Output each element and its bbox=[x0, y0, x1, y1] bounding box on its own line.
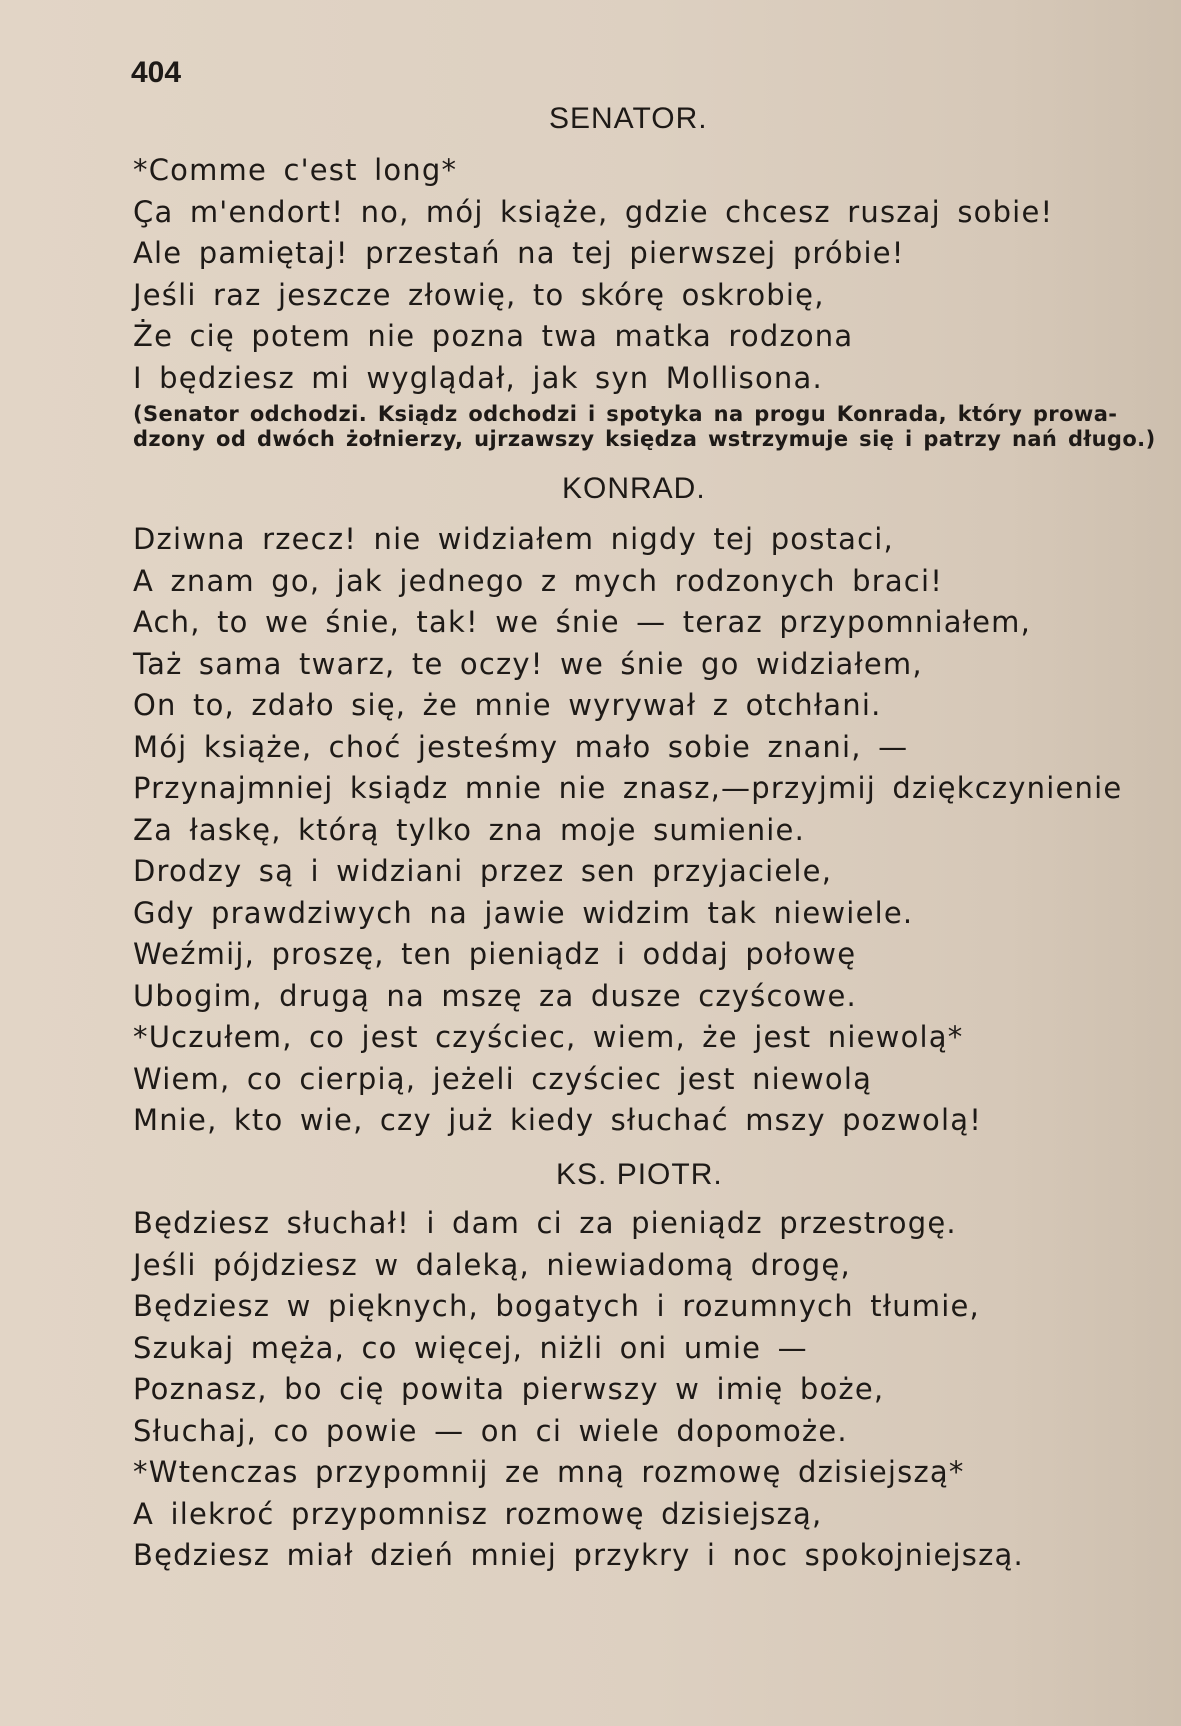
verse-line: *Uczułem, co jest czyściec, wiem, że jest niewolą* bbox=[133, 1020, 964, 1054]
verse-line: Ça m'endort! no, mój książe, gdzie chcesz ruszaj sobie! bbox=[133, 194, 1054, 229]
verse-line: Przynajmniej ksiądz mnie nie znasz,—przyjmij dziękczynienie bbox=[133, 771, 1123, 805]
verse-line: Gdy prawdziwych na jawie widzim tak niewiele. bbox=[133, 895, 914, 930]
stage-direction bbox=[133, 402, 1156, 452]
verse-line: A znam go, jak jednego z mych rodzonych braci! bbox=[133, 563, 944, 598]
verse-line: *Comme c'est long* bbox=[133, 153, 458, 187]
verse-line: Taż sama twarz, te oczy! we śnie go widziałem, bbox=[133, 646, 923, 681]
verse-line: Poznasz, bo cię powita pierwszy w imię boże, bbox=[133, 1372, 885, 1406]
verse-line: Szukaj męża, co więcej, niżli oni umie — bbox=[133, 1330, 808, 1365]
page-number: 404 bbox=[131, 56, 182, 89]
verse-line: Mnie, kto wie, czy już kiedy słuchać mszy pozwolą! bbox=[133, 1103, 983, 1137]
verse-line: A ilekroć przypomnisz rozmowę dzisiejszą, bbox=[133, 1496, 823, 1531]
verse-line: Że cię potem nie pozna twa matka rodzona bbox=[133, 319, 854, 353]
verse-line: Mój książe, choć jesteśmy mało sobie znani, — bbox=[133, 729, 909, 764]
verse-line: Dziwna rzecz! nie widziałem nigdy tej postaci, bbox=[133, 522, 894, 556]
verse-line: Ach, to we śnie, tak! we śnie — teraz przypomniałem, bbox=[133, 605, 1032, 639]
verse-line: Słuchaj, co powie — on ci wiele dopomoże. bbox=[133, 1413, 848, 1448]
verse-line: Za łaskę, którą tylko zna moje sumienie. bbox=[133, 812, 806, 847]
verse-line: Wiem, co cierpią, jeżeli czyściec jest niewolą bbox=[133, 1061, 873, 1096]
verse-line: I będziesz mi wyglądał, jak syn Mollisona. bbox=[133, 360, 823, 395]
verse-line: Będziesz słuchał! i dam ci za pieniądz przestrogę. bbox=[133, 1206, 957, 1240]
verse-line: Będziesz w pięknych, bogatych i rozumnych tłumie, bbox=[133, 1289, 980, 1323]
verse-line: Ubogim, drugą na mszę za dusze czyścowe. bbox=[133, 978, 857, 1013]
speaker-konrad: KONRAD. bbox=[562, 472, 706, 505]
verse-line: Jeśli pójdziesz w daleką, niewiadomą drogę, bbox=[133, 1247, 851, 1282]
verse-line: Drodzy są i widziani przez sen przyjaciele, bbox=[133, 854, 833, 888]
speaker-senator: SENATOR. bbox=[549, 102, 708, 135]
verse-line: Weźmij, proszę, ten pieniądz i oddaj połowę bbox=[133, 937, 857, 971]
verse-line: On to, zdało się, że mnie wyrywał z otchłani. bbox=[133, 688, 882, 722]
verse-line: *Wtenczas przypomnij ze mną rozmowę dzisiejszą* bbox=[133, 1455, 965, 1489]
verse-line: Ale pamiętaj! przestań na tej pierwszej próbie! bbox=[133, 236, 905, 270]
verse-block-konrad bbox=[133, 519, 1122, 1142]
stage-direction-line: dzony od dwóch żołnierzy, ujrzawszy księdza wstrzymuje się i patrzy nań długo.) bbox=[133, 427, 1156, 451]
verse-line: Jeśli raz jeszcze złowię, to skórę oskrobię, bbox=[133, 277, 825, 312]
stage-direction-line: (Senator odchodzi. Ksiądz odchodzi i spotyka na progu Konrada, który prowa- bbox=[133, 402, 1118, 426]
speaker-ks-piotr: KS. PIOTR. bbox=[556, 1158, 723, 1191]
verse-block-ks-piotr bbox=[133, 1203, 1024, 1577]
verse-line: Będziesz miał dzień mniej przykry i noc spokojniejszą. bbox=[133, 1538, 1024, 1572]
verse-block-senator bbox=[133, 150, 1053, 399]
